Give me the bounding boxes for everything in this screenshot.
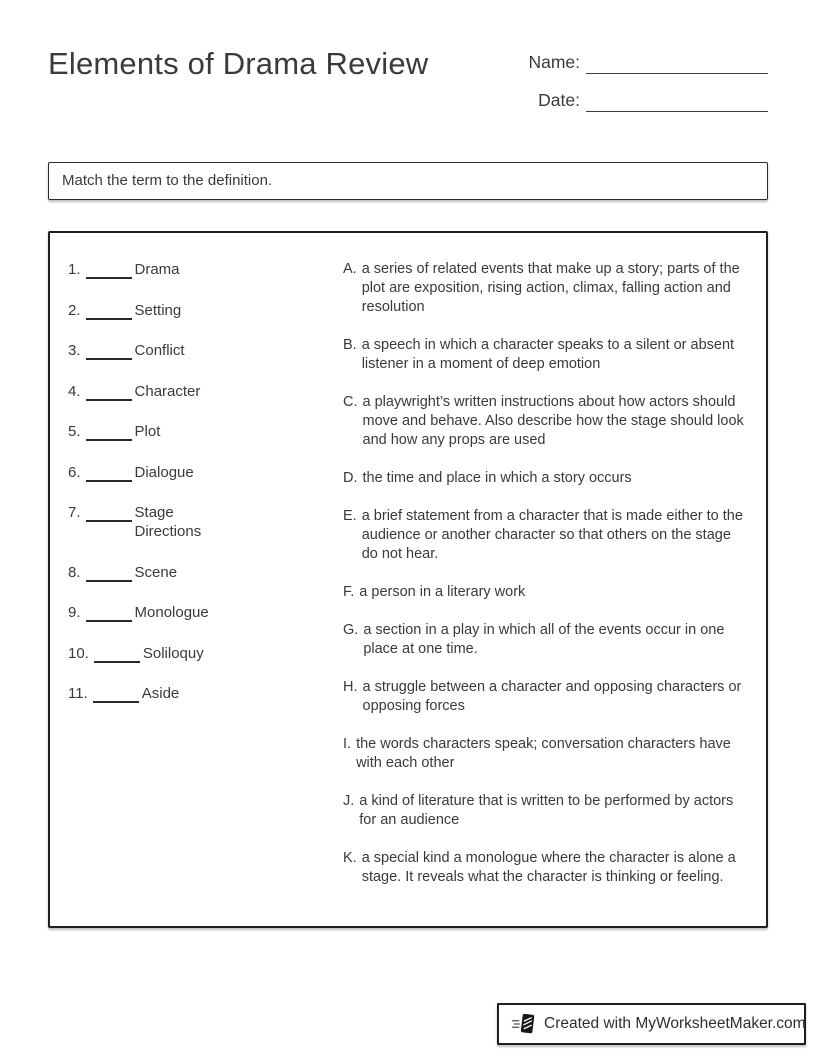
term-label: Dialogue — [134, 463, 194, 481]
term-label: Character — [134, 382, 201, 400]
term-item — [68, 563, 343, 582]
answer-blank[interactable] — [86, 345, 132, 360]
term-label: Drama — [134, 261, 180, 278]
name-date-block — [518, 46, 768, 126]
date-row — [518, 88, 768, 112]
date-fill-line[interactable] — [586, 88, 768, 112]
definition-letter: I. — [343, 736, 352, 752]
date-label: Date: — [538, 90, 580, 110]
instructions-box — [48, 162, 768, 200]
definition-text: a special kind a monologue where the character is alone a stage. It reveals what the character is thinking or feeling. — [361, 850, 736, 885]
term-label: Plot — [134, 423, 161, 440]
name-label: Name: — [528, 52, 580, 72]
answer-blank[interactable] — [86, 567, 132, 582]
answer-blank[interactable] — [86, 507, 132, 522]
definition-text: a section in a play in which all of the events occur in one place at one time. — [363, 622, 725, 657]
term-item — [68, 644, 343, 663]
term-number: 2. — [68, 301, 81, 319]
worksheet-maker-logo-icon — [511, 1011, 537, 1037]
definition-item — [343, 469, 748, 488]
term-item — [68, 603, 343, 622]
term-label: Monologue — [134, 604, 209, 621]
definition-text: a series of related events that make up a story; parts of the plot are exposition, rising action, climax, falling action and resolution — [361, 261, 740, 315]
definition-item — [343, 260, 748, 317]
term-number: 8. — [68, 563, 81, 581]
definition-letter: J. — [343, 793, 355, 809]
definition-item — [343, 336, 748, 374]
answer-blank[interactable] — [93, 688, 139, 703]
term-label: Scene — [134, 563, 178, 581]
instructions-text: Match the term to the definition. — [62, 172, 273, 189]
definition-letter: D. — [343, 470, 358, 486]
term-number: 5. — [68, 423, 81, 440]
answer-blank[interactable] — [86, 386, 132, 401]
worksheet-header — [48, 0, 768, 126]
term-label: Conflict — [134, 342, 185, 359]
name-row — [518, 50, 768, 74]
definitions-column — [343, 260, 748, 906]
definition-letter: A. — [343, 261, 357, 277]
term-number: 4. — [68, 382, 81, 400]
term-label: Aside — [141, 685, 180, 702]
answer-blank[interactable] — [86, 264, 132, 279]
terms-column — [68, 260, 343, 725]
term-number: 9. — [68, 604, 81, 621]
definition-item — [343, 393, 748, 450]
page-title: Elements of Drama Review — [48, 46, 429, 81]
term-number: 7. — [68, 504, 81, 521]
definition-item — [343, 735, 748, 773]
definition-letter: H. — [343, 679, 358, 695]
answer-blank[interactable] — [86, 305, 132, 320]
term-number: 3. — [68, 342, 81, 359]
term-item — [68, 684, 343, 703]
matching-exercise-box — [48, 231, 768, 928]
definition-letter: C. — [343, 394, 358, 410]
definition-text: a struggle between a character and opposing characters or opposing forces — [362, 679, 742, 714]
definition-letter: F. — [343, 584, 355, 600]
name-fill-line[interactable] — [586, 50, 768, 74]
answer-blank[interactable] — [86, 467, 132, 482]
term-item — [68, 260, 343, 279]
term-item — [68, 503, 343, 541]
definition-text: a brief statement from a character that is made either to the audience or another character so that others on the stage do not hear. — [361, 508, 743, 562]
definition-item — [343, 792, 748, 830]
definition-text: the words characters speak; conversation characters have with each other — [356, 736, 731, 771]
term-label: Soliloquy — [142, 644, 204, 662]
term-item — [68, 341, 343, 360]
definition-item — [343, 849, 748, 887]
term-item — [68, 301, 343, 320]
definition-item — [343, 507, 748, 564]
term-label: Stage Directions — [134, 504, 202, 540]
definition-text: a person in a literary work — [359, 584, 526, 600]
definition-item — [343, 678, 748, 716]
definition-text: the time and place in which a story occurs — [362, 470, 632, 486]
definition-text: a kind of literature that is written to be performed by actors for an audience — [359, 793, 734, 828]
answer-blank[interactable] — [94, 648, 140, 663]
term-number: 1. — [68, 261, 81, 278]
term-label: Setting — [134, 301, 182, 319]
credit-box — [497, 1003, 806, 1045]
definition-letter: E. — [343, 508, 357, 524]
answer-blank[interactable] — [86, 607, 132, 622]
definition-text: a playwright’s written instructions about how actors should move and behave. Also describe how the stage should look and how any props are used — [362, 394, 744, 448]
term-item — [68, 382, 343, 401]
definition-letter: B. — [343, 337, 357, 353]
term-item — [68, 422, 343, 441]
term-item — [68, 463, 343, 482]
definition-letter: K. — [343, 850, 357, 866]
term-number: 6. — [68, 463, 81, 481]
definition-text: a speech in which a character speaks to a silent or absent listener in a moment of deep emotion — [361, 337, 735, 372]
definition-letter: G. — [343, 622, 359, 638]
definition-item — [343, 583, 748, 602]
term-number: 11. — [68, 685, 88, 702]
definition-item — [343, 621, 748, 659]
answer-blank[interactable] — [86, 426, 132, 441]
credit-text: Created with MyWorksheetMaker.com — [544, 1015, 806, 1032]
term-number: 10. — [68, 644, 89, 662]
